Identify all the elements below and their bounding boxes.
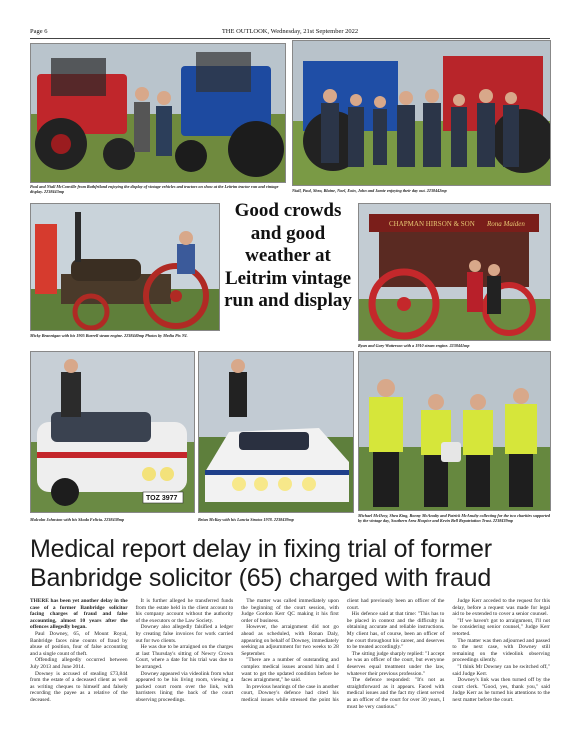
collectors-image [359,352,551,511]
article-paragraph: Downey also allegedly falsified a ledger by creating false invoices for work carried out for two clients. [135,624,234,644]
article-paragraph: However, the arraignment did not go ahead as scheduled, with Ronan Daly, appearing on behalf of Downey, immediately seeking an adjournment for two weeks to 28 September. [241,624,339,657]
caption-photo-2: Niall, Paul, Shea, Blaine, Noel, Eoin, John and Jamie enjoying their day out. 2238442mp [292,188,447,193]
caption-photo-4: Ryan and Gary Watterson with a 1910 steam engine. 2238441mp [358,343,470,348]
steam-engine-1910-image [359,204,551,341]
photo-lancia-stratos [198,351,354,513]
article-paragraph: It is further alleged he transferred funds from the estate held in the client account to his company account without the authority of the executors or the Law Society. [135,598,234,624]
article-paragraph: "There are a number of outstanding and complex medical issues around him and I want to get the updated condition before he faces arraignment," he said. [241,657,339,684]
photo-charity-collectors [358,351,551,511]
feature-headline: Good crowds and good weather at Leitrim vintage run and display [224,200,352,311]
article-paragraph: He was due to be arraigned on the charges at last Thursday's sitting of Newry Crown Court, where a date for his trial was due to be arranged. [135,644,234,670]
article-paragraph: "I think Mr Downey can be switched off," said Judge Kerr. [452,663,550,677]
article-paragraph: The matter was called immediately upon the beginning of the court session, with Judge Gordon Kerr QC making it his first order of business. [241,598,339,624]
lancia-image [199,352,354,513]
article-paragraph: "If we haven't got to arraignment, I'll not be considering senior counsel," Judge Kerr retorted. [452,617,550,637]
caption-photo-3: Micky Brannigan with his 1905 Burrell steam engine. 2238440mp Photos by Media Pix NI. [30,333,188,338]
article-paragraph: The defence responded: "It's not as straightforward as it appears. Faced with medical issues and the fact my client served as an officer of the court for over 30 years, I must be very cautious." [346,677,445,710]
article-paragraph: Downey is accused of stealing £73,844 from the estate of a deceased client as well as writing cheques to himself and falsely recording the payee as a relative of the deceased. [30,670,128,703]
caption-photo-5: Malcolm Johnston with his Skoda Felicia. 2238438mp [30,517,125,522]
photo-skoda-felicia [30,351,195,513]
article-paragraph: The sitting judge sharply replied: "I accept he was an officer of the court, but everyone deserves equal treatment under the law, whatever their previous profession." [346,650,445,677]
article-paragraph: Offending allegedly occurred between July 2013 and June 2014. [30,657,128,670]
publication-title: THE OUTLOOK, Wednesday, 21st September 2022 [221,28,359,35]
caption-photo-7: Michael McIlvoy, Shea King, Ronny McAnulty and Patrick McAnulty collecting for the two charities supported by the vintage day, Southern Area Hospice and Kevin Bell Repatriation Trust. 2238439mp [358,513,551,524]
article-paragraph: In previous hearings of the case in another court, Downey's defence had cited his medical issues while stressed the point his client had previously been an officer of the court. [241,598,445,703]
page-header [30,27,550,39]
article-body [30,598,550,730]
article-paragraph: Judge Kerr acceded to the request for this delay, before a request was made for legal aid to be extended to cover a senior counsel. [452,598,550,618]
caption-photo-1: Paul and Niall McConville from Rathfriland enjoying the display of vintage vehicles and tractors on show at the Leitrim tractor run and vintage display. 2238443mp [30,184,279,195]
group-image [293,41,551,186]
page-number: Page 6 [30,28,48,35]
article-paragraph: The matter was then adjourned and passed to the next case, with Downey still remaining on the videolink observing proceedings silently. [452,637,550,664]
article-paragraph: Downey appeared via videolink from what appeared to be his living room, viewing a packed court room over the link, with barristers lining the back of the court observing proceedings. [135,670,234,703]
steam-engine-image [31,204,220,331]
engine-board-name: Rona Maiden [487,220,525,228]
caption-photo-6: Brian McKay with his Lancia Stratos 1978. 2238439mp [198,517,294,522]
article-headline: Medical report delay in fixing trial of former Banbridge solicitor (65) charged with fraud [30,535,492,592]
photo-group-tractors [292,40,551,186]
engine-board-text: CHAPMAN HIRSON & SON [389,220,475,228]
car-plate-text: TOZ 3977 [146,495,178,502]
skoda-image [31,352,195,513]
photo-burrell-steam-engine [30,203,220,331]
article-paragraph: His defence said at that time: "This has to be placed in context and the difficulty in obtaining accurate and reliable instructions. My client has, of course, been an officer of the court throughout his career, and deserves to be treated accordingly." [346,611,445,651]
photo-1910-steam-engine [358,203,551,341]
tractors-image [31,44,286,183]
article-paragraph: THERE has been yet another delay in the case of a former Banbridge solicitor facing charges of fraud and false accounting, almost 10 years after the offences allegedly began. [30,598,128,631]
article-paragraph: Paul Downey, 65, of Mount Royal, Banbridge faces nine counts of fraud by abuse of position, four of false accounting and a single count of theft. [30,630,128,657]
article-paragraph: Downey's link was then turned off by the court clerk. "Good, yes, thank you," said Judge Kerr as he turned his attentions to the next matter before the court. [452,677,550,703]
photo-tractors-mcconville [30,43,286,183]
